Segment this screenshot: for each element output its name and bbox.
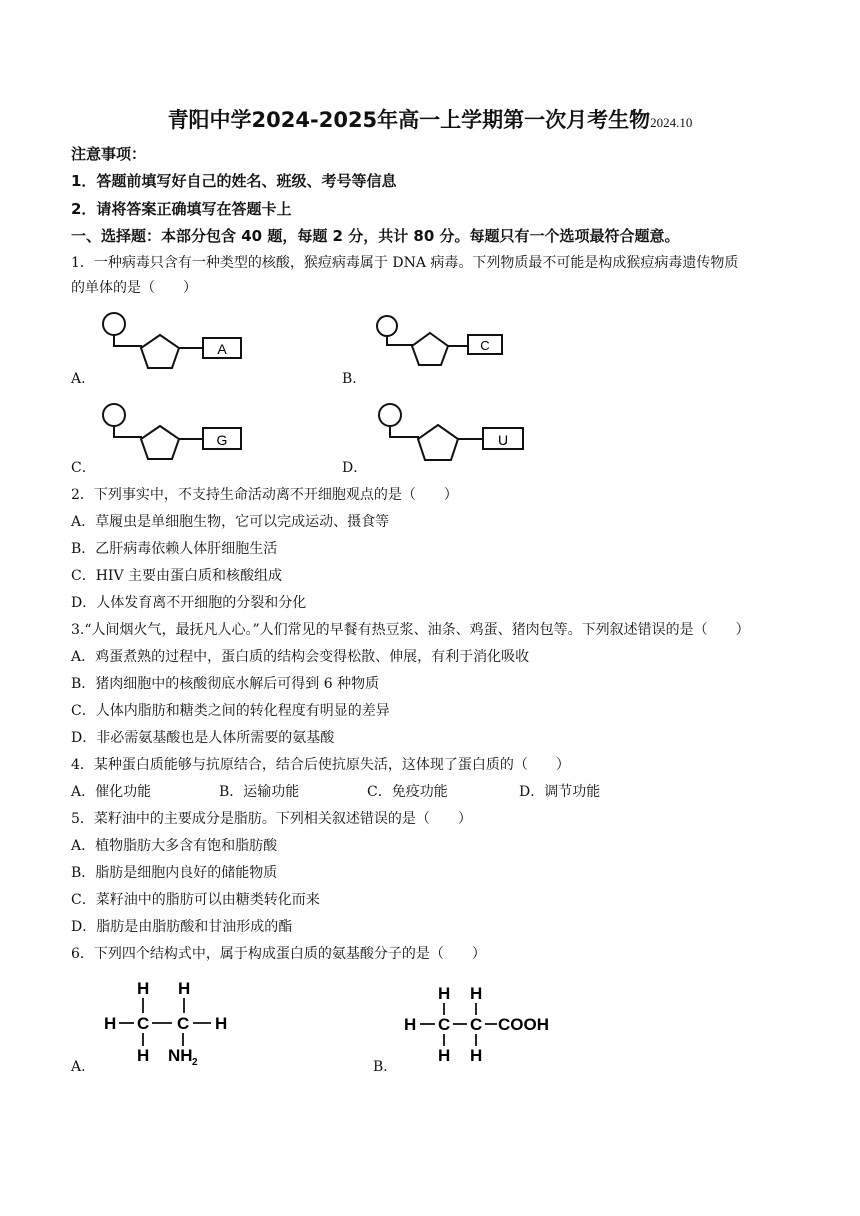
atom-h: H bbox=[215, 1014, 228, 1033]
notes-heading: 注意事项： bbox=[71, 145, 147, 163]
sugar-pentagon bbox=[418, 425, 458, 460]
q5-stem: 5．菜籽油中的主要成分是脂肪。下列相关叙述错误的是（ ） bbox=[71, 811, 472, 827]
q2-option-c: C．HIV 主要由蛋白质和核酸组成 bbox=[71, 568, 283, 584]
atom-c: C bbox=[470, 1015, 483, 1034]
q6-option-a-label: A． bbox=[71, 1059, 96, 1075]
q5-option-c: C．菜籽油中的脂肪可以由糖类转化而来 bbox=[71, 892, 320, 908]
exam-date: 2024.10 bbox=[650, 115, 693, 130]
atom-h: H bbox=[470, 984, 483, 1003]
base-letter: C bbox=[480, 338, 490, 353]
atom-h: H bbox=[438, 1046, 451, 1065]
q1-stem-line1: 1．一种病毒只含有一种类型的核酸，猴痘病毒属于 DNA 病毒。下列物质最不可能是构成猴痘病毒遗传物质 bbox=[71, 255, 739, 271]
atom-h: H bbox=[470, 1046, 483, 1065]
atom-c: C bbox=[137, 1014, 150, 1033]
q1-nucleotide-figure-c bbox=[100, 401, 250, 459]
base-letter: U bbox=[497, 432, 509, 448]
sugar-pentagon bbox=[141, 335, 179, 368]
phosphate-circle bbox=[379, 404, 401, 426]
atom-c: C bbox=[177, 1014, 190, 1033]
q2-option-b: B．乙肝病毒依赖人体肝细胞生活 bbox=[71, 541, 278, 557]
exam-title bbox=[0, 104, 860, 134]
atom-h: H bbox=[104, 1014, 117, 1033]
q2-option-d: D．人体发育离不开细胞的分裂和分化 bbox=[71, 595, 307, 611]
q5-option-d: D．脂肪是由脂肪酸和甘油形成的酯 bbox=[71, 919, 293, 935]
q1-option-a-label: A． bbox=[71, 371, 96, 387]
base-letter: G bbox=[216, 432, 228, 448]
q5-option-b: B．脂肪是细胞内良好的储能物质 bbox=[71, 865, 278, 881]
q1-option-d-label: D． bbox=[342, 460, 368, 476]
atom-h: H bbox=[137, 1046, 150, 1065]
phosphate-circle bbox=[377, 316, 397, 336]
sugar-pentagon bbox=[412, 333, 448, 365]
q6-option-b-label: B． bbox=[373, 1059, 398, 1075]
q5-option-a: A．植物脂肪大多含有饱和脂肪酸 bbox=[71, 838, 278, 854]
atom-c: C bbox=[438, 1015, 451, 1034]
q4-option-b: B．运输功能 bbox=[219, 784, 300, 800]
phosphate-circle bbox=[103, 404, 125, 426]
base-letter: A bbox=[217, 341, 227, 357]
q2-stem: 2．下列事实中，不支持生命活动离不开细胞观点的是（ ） bbox=[71, 487, 458, 503]
q4-option-d: D．调节功能 bbox=[519, 784, 601, 800]
q1-option-b-label: B． bbox=[342, 371, 367, 387]
q1-stem-line2: 的单体的是（ ） bbox=[71, 280, 197, 296]
q6-stem: 6．下列四个结构式中，属于构成蛋白质的氨基酸分子的是（ ） bbox=[71, 946, 486, 962]
bond-line bbox=[114, 335, 142, 346]
q6-structure-a bbox=[96, 976, 246, 1066]
sugar-pentagon bbox=[141, 426, 179, 459]
q3-option-d: D．非必需氨基酸也是人体所需要的氨基酸 bbox=[71, 730, 335, 746]
carboxyl-group: COOH bbox=[498, 1015, 549, 1034]
atom-h: H bbox=[137, 979, 150, 998]
q1-nucleotide-figure-b bbox=[373, 312, 513, 368]
bond-line bbox=[114, 426, 142, 437]
atom-h: H bbox=[404, 1015, 417, 1034]
q4-options-row bbox=[71, 782, 600, 802]
atom-h: H bbox=[438, 984, 451, 1003]
q3-option-b: B．猪肉细胞中的核酸彻底水解后可得到 6 种物质 bbox=[71, 676, 380, 692]
notes-item-1: 1．答题前填写好自己的姓名、班级、考号等信息 bbox=[71, 172, 397, 190]
q1-option-c-label: C． bbox=[71, 460, 96, 476]
q3-stem: 3.“人间烟火气，最抚凡人心。”人们常见的早餐有热豆浆、油条、鸡蛋、猪肉包等。下列叙述错误的是（ ） bbox=[71, 622, 750, 638]
phosphate-circle bbox=[103, 313, 125, 335]
atom-h: H bbox=[178, 979, 191, 998]
q3-option-a: A．鸡蛋煮熟的过程中，蛋白质的结构会变得松散、伸展，有利于消化吸收 bbox=[71, 649, 530, 665]
q2-option-a: A．草履虫是单细胞生物，它可以完成运动、摄食等 bbox=[71, 514, 390, 530]
notes-item-2: 2．请将答案正确填写在答题卡上 bbox=[71, 200, 292, 218]
q6-structure-b bbox=[402, 982, 562, 1064]
amino-group: NH bbox=[168, 1046, 193, 1065]
q3-option-c: C．人体内脂肪和糖类之间的转化程度有明显的差异 bbox=[71, 703, 390, 719]
bond-line bbox=[387, 336, 413, 345]
q1-nucleotide-figure-a bbox=[100, 310, 250, 368]
q1-nucleotide-figure-d bbox=[376, 401, 528, 463]
section-heading: 一、选择题：本部分包含 40 题，每题 2 分，共计 80 分。每题只有一个选项最符合题意。 bbox=[71, 227, 680, 245]
q4-option-a: A．催化功能 bbox=[71, 784, 152, 800]
exam-title-main: 青阳中学2024-2025年高一上学期第一次月考生物 bbox=[167, 108, 651, 132]
bond-line bbox=[390, 426, 419, 437]
q4-stem: 4．某种蛋白质能够与抗原结合，结合后使抗原失活，这体现了蛋白质的（ ） bbox=[71, 757, 570, 773]
q4-option-c: C．免疫功能 bbox=[367, 784, 448, 800]
subscript: 2 bbox=[192, 1057, 198, 1068]
